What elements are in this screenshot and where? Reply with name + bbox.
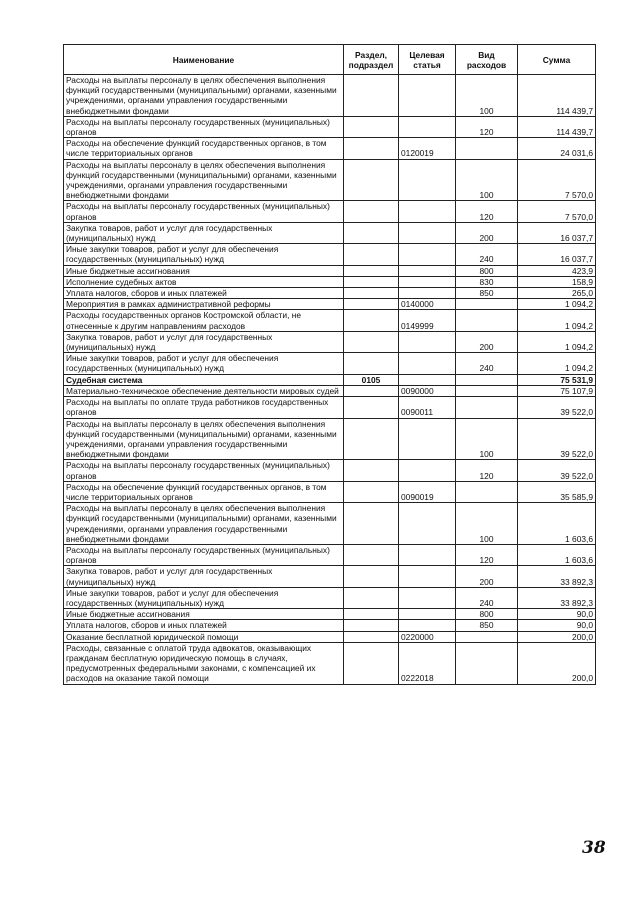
cell-sum: 1 094,2: [518, 310, 596, 331]
cell-section: [344, 620, 399, 631]
cell-target: 0090000: [399, 385, 456, 396]
cell-sum: 75 531,9: [518, 374, 596, 385]
cell-section: [344, 609, 399, 620]
cell-sum: 7 570,0: [518, 201, 596, 222]
cell-expense-type: 800: [456, 265, 518, 276]
cell-name: Уплата налогов, сборов и иных платежей: [64, 620, 344, 631]
cell-sum: 75 107,9: [518, 385, 596, 396]
cell-section: [344, 397, 399, 418]
header-expense-type: Вид расходов: [456, 45, 518, 75]
cell-section: [344, 201, 399, 222]
cell-target: 0140000: [399, 299, 456, 310]
cell-name: Мероприятия в рамках административной реформы: [64, 299, 344, 310]
table-row: [64, 244, 596, 265]
cell-name: Иные закупки товаров, работ и услуг для обеспечения государственных (муниципальных) нужд: [64, 244, 344, 265]
cell-name: Расходы на выплаты персоналу государственных (муниципальных) органов: [64, 201, 344, 222]
cell-sum: 158,9: [518, 276, 596, 287]
cell-target: [399, 222, 456, 243]
cell-expense-type: 100: [456, 503, 518, 545]
cell-section: [344, 299, 399, 310]
cell-name: Расходы на выплаты персоналу в целях обеспечения выполнения функций государственными (муниципальными) органами, казенными учреждениями, органами управления государственными внебюджетными фондами: [64, 159, 344, 201]
table-body: [64, 75, 596, 685]
cell-sum: 90,0: [518, 620, 596, 631]
table-row: [64, 642, 596, 684]
cell-expense-type: 240: [456, 587, 518, 608]
header-sum: Сумма: [518, 45, 596, 75]
cell-sum: 1 603,6: [518, 503, 596, 545]
table-row: [64, 159, 596, 201]
table-row: [64, 201, 596, 222]
cell-section: [344, 418, 399, 460]
cell-expense-type: [456, 374, 518, 385]
table-row: [64, 310, 596, 331]
cell-sum: 39 522,0: [518, 418, 596, 460]
cell-sum: 1 603,6: [518, 544, 596, 565]
cell-section: [344, 116, 399, 137]
table-row: [64, 460, 596, 481]
table-header-row: [64, 45, 596, 75]
table-row: [64, 609, 596, 620]
cell-section: [344, 159, 399, 201]
cell-sum: 16 037,7: [518, 222, 596, 243]
cell-expense-type: 120: [456, 544, 518, 565]
cell-target: [399, 276, 456, 287]
cell-name: Расходы на выплаты персоналу в целях обеспечения выполнения функций государственными (муниципальными) органами, казенными учреждениями, органами управления государственными внебюджетными фондами: [64, 418, 344, 460]
cell-sum: 7 570,0: [518, 159, 596, 201]
cell-name: Иные закупки товаров, работ и услуг для обеспечения государственных (муниципальных) нужд: [64, 587, 344, 608]
cell-target: [399, 75, 456, 117]
cell-target: [399, 620, 456, 631]
cell-expense-type: 120: [456, 460, 518, 481]
cell-name: Иные закупки товаров, работ и услуг для обеспечения государственных (муниципальных) нужд: [64, 353, 344, 374]
budget-table: [63, 44, 596, 685]
cell-name: Оказание бесплатной юридической помощи: [64, 631, 344, 642]
page-number: 38: [582, 838, 606, 858]
table-row: [64, 331, 596, 352]
cell-sum: 33 892,3: [518, 566, 596, 587]
header-section: Раздел, подраздел: [344, 45, 399, 75]
cell-expense-type: [456, 385, 518, 396]
cell-section: [344, 642, 399, 684]
cell-target: 0090019: [399, 481, 456, 502]
cell-expense-type: [456, 138, 518, 159]
cell-section: [344, 75, 399, 117]
table-row: [64, 397, 596, 418]
cell-expense-type: [456, 310, 518, 331]
cell-target: [399, 418, 456, 460]
cell-name: Исполнение судебных актов: [64, 276, 344, 287]
cell-sum: 200,0: [518, 642, 596, 684]
table-row: [64, 631, 596, 642]
cell-target: [399, 353, 456, 374]
cell-section: [344, 222, 399, 243]
cell-target: 0220000: [399, 631, 456, 642]
cell-target: [399, 374, 456, 385]
cell-expense-type: [456, 631, 518, 642]
cell-section: [344, 288, 399, 299]
table-row: [64, 265, 596, 276]
cell-sum: 90,0: [518, 609, 596, 620]
cell-name: Закупка товаров, работ и услуг для государственных (муниципальных) нужд: [64, 331, 344, 352]
table-row: [64, 299, 596, 310]
cell-expense-type: 100: [456, 418, 518, 460]
cell-name: Закупка товаров, работ и услуг для государственных (муниципальных) нужд: [64, 566, 344, 587]
cell-sum: 265,0: [518, 288, 596, 299]
cell-section: [344, 631, 399, 642]
cell-sum: 423,9: [518, 265, 596, 276]
cell-target: [399, 587, 456, 608]
cell-section: [344, 265, 399, 276]
cell-section: [344, 481, 399, 502]
cell-name: Расходы государственных органов Костромской области, не отнесенные к другим направлениям расходов: [64, 310, 344, 331]
header-target: Целевая статья: [399, 45, 456, 75]
cell-expense-type: 200: [456, 331, 518, 352]
cell-section: [344, 331, 399, 352]
cell-expense-type: 100: [456, 159, 518, 201]
cell-sum: 200,0: [518, 631, 596, 642]
cell-name: Иные бюджетные ассигнования: [64, 609, 344, 620]
cell-name: Расходы на обеспечение функций государственных органов, в том числе территориальных органов: [64, 138, 344, 159]
cell-sum: 35 585,9: [518, 481, 596, 502]
cell-expense-type: 200: [456, 222, 518, 243]
cell-target: [399, 265, 456, 276]
table-row: [64, 503, 596, 545]
cell-expense-type: [456, 299, 518, 310]
table-row: [64, 353, 596, 374]
cell-target: 0090011: [399, 397, 456, 418]
cell-section: [344, 566, 399, 587]
cell-sum: 39 522,0: [518, 460, 596, 481]
cell-target: [399, 159, 456, 201]
table-row: [64, 288, 596, 299]
cell-expense-type: [456, 481, 518, 502]
cell-expense-type: 850: [456, 288, 518, 299]
cell-expense-type: 240: [456, 353, 518, 374]
cell-sum: 39 522,0: [518, 397, 596, 418]
table-row: [64, 481, 596, 502]
cell-section: [344, 353, 399, 374]
cell-sum: 1 094,2: [518, 331, 596, 352]
cell-name: Расходы на выплаты персоналу в целях обеспечения выполнения функций государственными (муниципальными) органами, казенными учреждениями, органами управления государственными внебюджетными фондами: [64, 75, 344, 117]
cell-expense-type: 120: [456, 201, 518, 222]
cell-name: Иные бюджетные ассигнования: [64, 265, 344, 276]
cell-expense-type: 240: [456, 244, 518, 265]
cell-target: 0149999: [399, 310, 456, 331]
table-row: [64, 138, 596, 159]
cell-section: [344, 587, 399, 608]
cell-name: Судебная система: [64, 374, 344, 385]
cell-name: Расходы на обеспечение функций государственных органов, в том числе территориальных органов: [64, 481, 344, 502]
cell-sum: 114 439,7: [518, 116, 596, 137]
table-row: [64, 566, 596, 587]
cell-target: [399, 544, 456, 565]
cell-name: Расходы на выплаты персоналу государственных (муниципальных) органов: [64, 116, 344, 137]
cell-target: [399, 609, 456, 620]
table-row: [64, 587, 596, 608]
cell-name: Расходы на выплаты персоналу в целях обеспечения выполнения функций государственными (муниципальными) органами, казенными учреждениями, органами управления государственными внебюджетными фондами: [64, 503, 344, 545]
cell-sum: 114 439,7: [518, 75, 596, 117]
cell-section: [344, 276, 399, 287]
cell-expense-type: [456, 397, 518, 418]
cell-sum: 24 031,6: [518, 138, 596, 159]
cell-expense-type: 100: [456, 75, 518, 117]
cell-target: [399, 460, 456, 481]
cell-sum: 1 094,2: [518, 299, 596, 310]
table-row: [64, 276, 596, 287]
cell-expense-type: 850: [456, 620, 518, 631]
table-row: [64, 374, 596, 385]
table-row: [64, 75, 596, 117]
cell-expense-type: [456, 642, 518, 684]
cell-target: [399, 503, 456, 545]
cell-section: [344, 138, 399, 159]
cell-section: [344, 310, 399, 331]
cell-name: Закупка товаров, работ и услуг для государственных (муниципальных) нужд: [64, 222, 344, 243]
cell-name: Расходы на выплаты по оплате труда работников государственных органов: [64, 397, 344, 418]
cell-name: Расходы, связанные с оплатой труда адвокатов, оказывающих гражданам бесплатную юридическую помощь в случаях, предусмотренных федеральными законами, с компенсацией их расходов на оказание такой помощи: [64, 642, 344, 684]
cell-target: [399, 201, 456, 222]
cell-name: Расходы на выплаты персоналу государственных (муниципальных) органов: [64, 460, 344, 481]
cell-name: Уплата налогов, сборов и иных платежей: [64, 288, 344, 299]
cell-section: [344, 460, 399, 481]
cell-name: Расходы на выплаты персоналу государственных (муниципальных) органов: [64, 544, 344, 565]
cell-target: [399, 331, 456, 352]
cell-expense-type: 120: [456, 116, 518, 137]
cell-section: [344, 385, 399, 396]
cell-expense-type: 800: [456, 609, 518, 620]
header-name: Наименование: [64, 45, 344, 75]
table-row: [64, 418, 596, 460]
cell-expense-type: 200: [456, 566, 518, 587]
cell-expense-type: 830: [456, 276, 518, 287]
cell-sum: 1 094,2: [518, 353, 596, 374]
cell-target: 0222018: [399, 642, 456, 684]
cell-target: [399, 244, 456, 265]
cell-target: 0120019: [399, 138, 456, 159]
table-row: [64, 544, 596, 565]
cell-target: [399, 116, 456, 137]
table-row: [64, 116, 596, 137]
cell-section: [344, 544, 399, 565]
table-row: [64, 385, 596, 396]
cell-target: [399, 288, 456, 299]
cell-section: [344, 503, 399, 545]
cell-sum: 33 892,3: [518, 587, 596, 608]
cell-target: [399, 566, 456, 587]
cell-section: 0105: [344, 374, 399, 385]
cell-sum: 16 037,7: [518, 244, 596, 265]
table-row: [64, 222, 596, 243]
cell-name: Материально-техническое обеспечение деятельности мировых судей: [64, 385, 344, 396]
table-row: [64, 620, 596, 631]
cell-section: [344, 244, 399, 265]
